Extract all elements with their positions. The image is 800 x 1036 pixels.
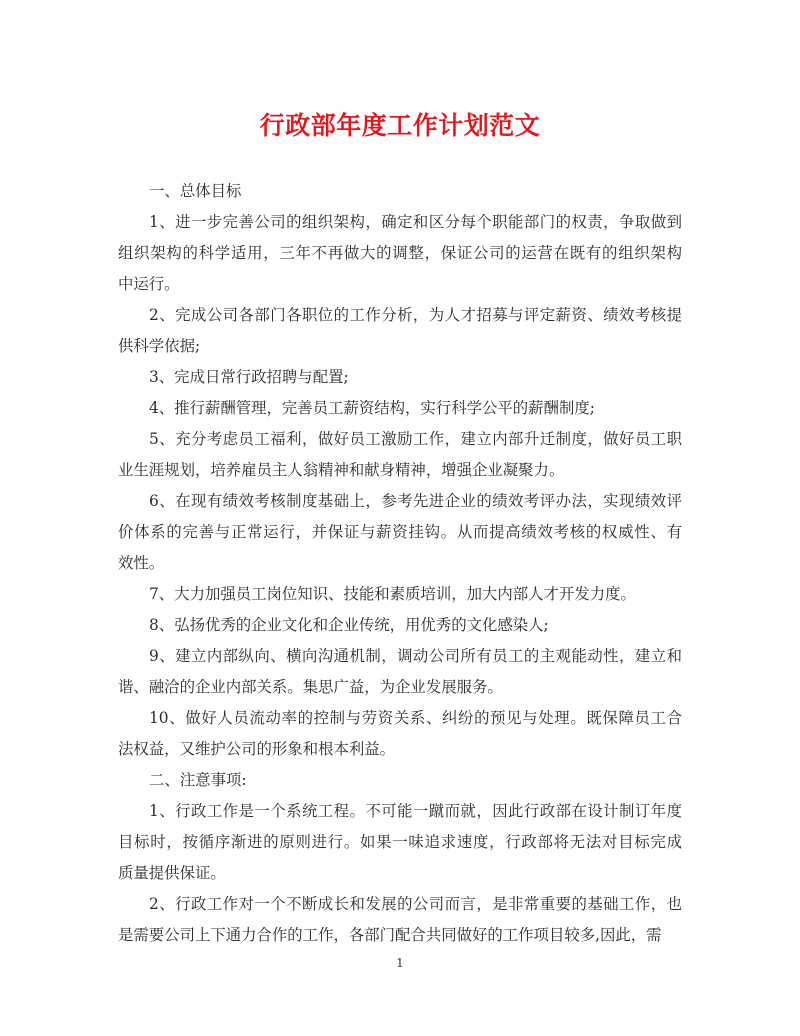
text-line: 谐、融洽的企业内部关系。集思广益，为企业发展服务。 <box>118 678 503 696</box>
paragraph <box>118 486 682 579</box>
page-number: 1 <box>396 956 404 970</box>
paragraph <box>118 796 682 889</box>
text-line: 供科学依据; <box>118 337 201 355</box>
paragraph <box>118 703 682 765</box>
paragraph <box>118 207 682 300</box>
text-line: 10、做好人员流动率的控制与劳资关系、纠纷的预见与处理。既保障员工合 <box>149 709 682 727</box>
text-line: 中运行。 <box>118 275 180 293</box>
text-line: 一、总体目标 <box>149 182 242 200</box>
text-line: 是需要公司上下通力合作的工作，各部门配合共同做好的工作项目较多,因此，需 <box>118 926 662 944</box>
paragraph <box>118 610 682 641</box>
text-line: 3、完成日常行政招聘与配置; <box>149 368 349 386</box>
text-line: 组织架构的科学适用，三年不再做大的调整，保证公司的运营在既有的组织架构 <box>118 244 682 262</box>
text-line: 5、充分考虑员工福利，做好员工激励工作，建立内部升迁制度，做好员工职 <box>149 430 682 448</box>
text-line: 4、推行薪酬管理，完善员工薪资结构，实行科学公平的薪酬制度; <box>149 399 595 417</box>
paragraph <box>118 579 682 610</box>
paragraph <box>118 424 682 486</box>
text-line: 1、行政工作是一个系统工程。不可能一蹴而就，因此行政部在设计制订年度 <box>149 802 682 820</box>
text-line: 质量提供保证。 <box>118 864 226 882</box>
text-line: 8、弘扬优秀的企业文化和企业传统，用优秀的文化感染人; <box>149 616 549 634</box>
text-line: 效性。 <box>118 554 165 572</box>
paragraph <box>118 393 682 424</box>
text-line: 业生涯规划，培养雇员主人翁精神和献身精神，增强企业凝聚力。 <box>118 461 565 479</box>
paragraph <box>118 362 682 393</box>
paragraph <box>118 889 682 951</box>
text-line: 目标时，按循序渐进的原则进行。如果一味追求速度，行政部将无法对目标完成 <box>118 833 682 851</box>
paragraph <box>118 641 682 703</box>
text-line: 6、在现有绩效考核制度基础上，参考先进企业的绩效考评办法，实现绩效评 <box>149 492 682 510</box>
paragraph <box>118 176 682 207</box>
text-line: 二、注意事项: <box>149 771 247 789</box>
text-line: 1、进一步完善公司的组织架构，确定和区分每个职能部门的权责，争取做到 <box>149 213 682 231</box>
text-line: 价体系的完善与正常运行，并保证与薪资挂钩。从而提高绩效考核的权威性、有 <box>118 523 682 541</box>
paragraph <box>118 765 682 796</box>
document-title: 行政部年度工作计划范文 <box>259 111 541 140</box>
text-line: 9、建立内部纵向、横向沟通机制，调动公司所有员工的主观能动性，建立和 <box>149 647 682 665</box>
paragraph <box>118 300 682 362</box>
text-line: 2、完成公司各部门各职位的工作分析，为人才招募与评定薪资、绩效考核提 <box>149 306 682 324</box>
document-body <box>118 176 682 951</box>
text-line: 7、大力加强员工岗位知识、技能和素质培训，加大内部人才开发力度。 <box>149 585 636 603</box>
text-line: 2、行政工作对一个不断成长和发展的公司而言，是非常重要的基础工作，也 <box>149 895 682 913</box>
text-line: 法权益，又维护公司的形象和根本利益。 <box>118 740 396 758</box>
